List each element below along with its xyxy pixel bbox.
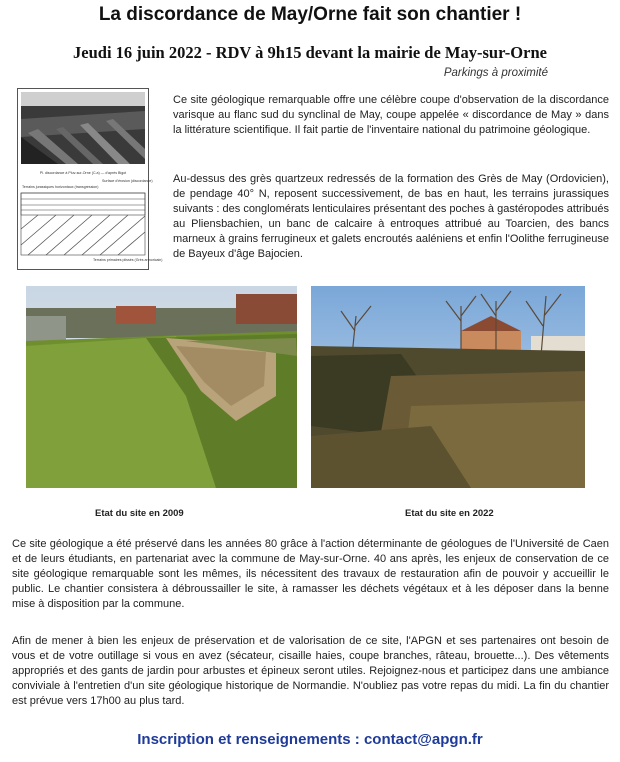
site-photo-2022 bbox=[311, 286, 585, 488]
parking-note: Parkings à proximité bbox=[443, 67, 548, 79]
figure-label-left: Terrains jurassiques horizontaux (transgression) bbox=[22, 185, 99, 189]
photo-caption-2022: Etat du site en 2022 bbox=[405, 508, 494, 519]
photo-caption-2009: Etat du site en 2009 bbox=[95, 508, 184, 519]
site-photo-2009 bbox=[26, 286, 297, 488]
page-title: La discordance de May/Orne fait son chantier ! bbox=[98, 4, 522, 25]
figure-label-bottom: Terrains primaires plissés (Grès armoricain) bbox=[93, 258, 163, 262]
body-paragraph-3: Ce site géologique a été préservé dans les années 80 grâce à l'action déterminante de géologues de l'Université de Caen et de leurs étudiants, en partenariat avec la commune de May-sur-Orne. 40 ans après, les enjeux de conservation de ce site géologique remarquable sont les mêmes, ils nécessitent des travaux de restauration afin de pouvoir y accueillir le public. Le chantier consistera à débroussailler le site, à ramasser les déchets végétaux et à les déposer dans la benne mise à disposition par la commune. bbox=[12, 538, 609, 610]
cross-section-drawing bbox=[18, 89, 163, 269]
intro-paragraph-2: Au-dessus des grès quartzeux redressés de la formation des Grès de May (Ordovicien), de pendage 40° N, reposent successivement, de bas en haut, les terrains jurassiques suivants : des conglomérats lenticulaires présentant des poches à gastéropodes attribués au Pliensbachien, un banc de calcaire à entroques attribué au Toarcien, des bancs marneux à grains ferrugineux et galets encroutés aaléniens et enfin l'Oolithe ferrugineuse de Bayeux d'âge Bajocien. bbox=[173, 173, 609, 260]
body-paragraph-4: Afin de mener à bien les enjeux de préservation et de valorisation de ce site, l'APGN et ses partenaires ont besoin de vous et de votre outillage si vous en avez (sécateur, cisaille haies, coupe branches, râteau, brouette...). Des vêtements appropriés et des gants de jardin pour arbustes et épineux seront utiles. Rejoignez-nous et participez dans une ambiance conviviale à l'entretien d'un site géologique historique de Normandie. N'oubliez pas votre repas du midi. La fin du chantier est prévue vers 17h00 au plus tard. bbox=[12, 635, 609, 707]
geological-section-figure bbox=[17, 88, 163, 270]
figure-label-right: Surface d'érosion (discordance) bbox=[102, 179, 153, 183]
figure-caption: Pl. discordance à Pluv-sur-Orne (C.a) — d'après Bigot bbox=[39, 171, 127, 175]
event-date-subtitle: Jeudi 16 juin 2022 - RDV à 9h15 devant la mairie de May-sur-Orne bbox=[73, 43, 547, 62]
intro-paragraph-1: Ce site géologique remarquable offre une célèbre coupe d'observation de la discordance varisque au flanc sud du synclinal de May, coupe appelée « discordance de May » dans la littérature scientifique. Il fait partie de l'inventaire national du patrimoine géologique. bbox=[173, 94, 609, 136]
contact-line[interactable]: Inscription et renseignements : contact@apgn.fr bbox=[137, 731, 483, 748]
